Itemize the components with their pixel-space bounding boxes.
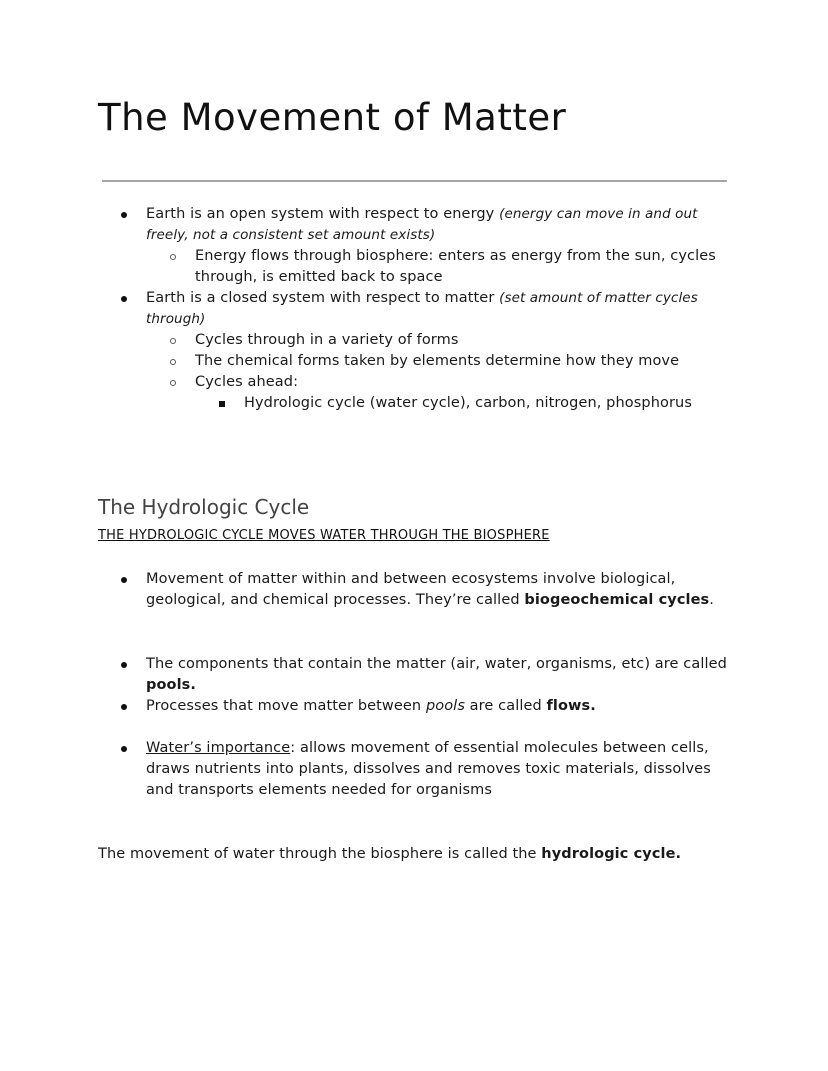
- bold-term: hydrologic cycle.: [541, 846, 682, 862]
- horizontal-rule: [102, 180, 727, 182]
- list-item-text: Processes that move matter between: [146, 698, 426, 714]
- paragraph-text: The movement of water through the biosphere is called the: [98, 846, 542, 862]
- italic-term: pools: [425, 698, 465, 714]
- list-item: [98, 288, 728, 330]
- matter-energy-list: [98, 204, 728, 414]
- list-item-tail: .: [709, 592, 714, 608]
- list-item-text: Cycles through in a variety of forms: [195, 332, 459, 348]
- document-title: The Movement of Matter: [98, 96, 567, 139]
- list-item: [98, 696, 728, 717]
- list-item-text: Earth is a closed system with respect to matter: [146, 290, 500, 306]
- list-item-text: The chemical forms taken by elements determine how they move: [195, 353, 680, 369]
- list-item: [98, 654, 728, 696]
- list-item: [98, 204, 728, 246]
- underlined-term: Water’s importance: [146, 740, 291, 756]
- section-heading: The Hydrologic Cycle: [98, 495, 310, 519]
- list-item-text: are called: [464, 698, 547, 714]
- biogeochemical-list: [98, 569, 728, 611]
- list-item-text: Hydrologic cycle (water cycle), carbon, nitrogen, phosphorus: [244, 395, 692, 411]
- list-item-text: Earth is an open system with respect to energy: [146, 206, 500, 222]
- list-item-text: : allows movement of essential molecules between cells, draws nutrients into plants, dissolves and removes toxic materials, dissolves and transports elements needed for organisms: [146, 740, 711, 798]
- list-item-note: (set amount of matter cycles through): [146, 290, 698, 327]
- list-item: [98, 351, 728, 372]
- bold-term: flows.: [546, 698, 596, 714]
- list-item-text: Movement of matter within and between ecosystems involve biological, geological, and chemical processes. They’re called: [146, 571, 676, 608]
- list-item: [98, 738, 728, 801]
- list-item: [98, 569, 728, 611]
- pools-flows-list: [98, 654, 728, 717]
- bold-term: pools.: [146, 677, 197, 693]
- list-item: [98, 330, 728, 351]
- list-item: [98, 246, 728, 288]
- water-importance-list: [98, 738, 728, 801]
- list-item-text: The components that contain the matter (air, water, organisms, etc) are called: [146, 656, 727, 672]
- list-item-note: (energy can move in and out freely, not a consistent set amount exists): [146, 206, 698, 243]
- summary-paragraph: [98, 844, 718, 865]
- list-item-text: Cycles ahead:: [195, 374, 299, 390]
- bold-term: biogeochemical cycles: [524, 592, 710, 608]
- list-item: [98, 372, 728, 393]
- section-subheading: THE HYDROLOGIC CYCLE MOVES WATER THROUGH THE BIOSPHERE: [98, 528, 550, 543]
- list-item: [98, 393, 728, 414]
- list-item-text: Energy flows through biosphere: enters as energy from the sun, cycles through, is emitted back to space: [195, 248, 716, 285]
